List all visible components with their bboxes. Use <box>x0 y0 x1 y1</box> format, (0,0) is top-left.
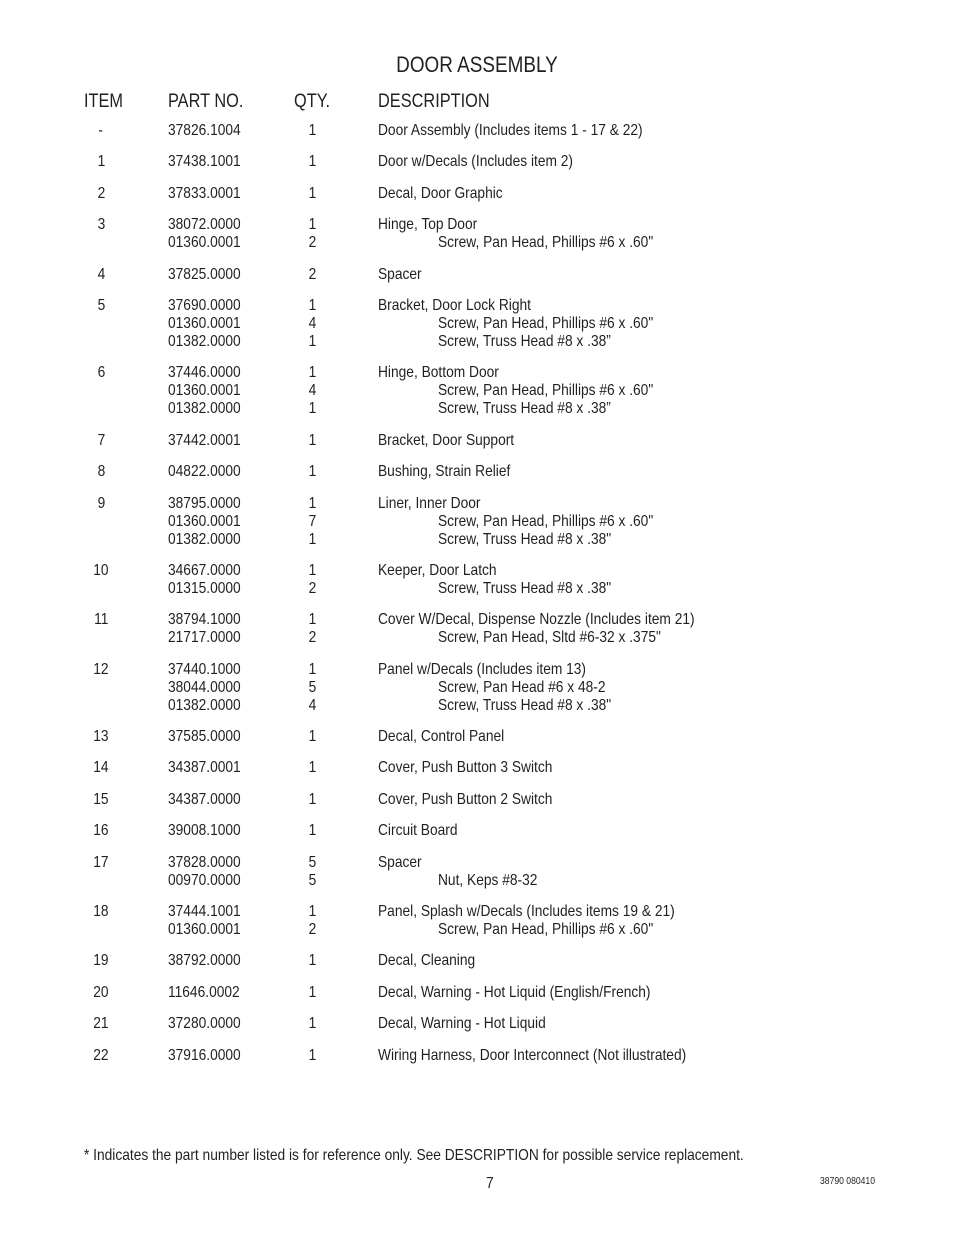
part-number: 37280.0000 <box>168 1015 241 1033</box>
table-row-line <box>0 952 954 970</box>
table-row-line <box>0 400 954 418</box>
table-row-line <box>0 921 954 939</box>
table-row <box>0 611 954 647</box>
quantity: 1 <box>308 296 316 314</box>
table-row-line <box>0 382 954 400</box>
table-row <box>0 903 954 939</box>
item-number: 14 <box>93 759 109 777</box>
part-number: 38072.0000 <box>168 216 241 234</box>
item-number: 3 <box>97 216 105 234</box>
sub-description: Screw, Truss Head #8 x .38" <box>438 579 612 597</box>
part-number: 37825.0000 <box>168 265 241 283</box>
item-number: 6 <box>97 364 105 382</box>
description: Keeper, Door Latch <box>378 561 497 579</box>
description: Decal, Door Graphic <box>378 184 503 202</box>
quantity: 1 <box>308 952 316 970</box>
quantity: 5 <box>308 871 316 889</box>
description: Cover W/Decal, Dispense Nozzle (Includes item 21) <box>378 611 695 629</box>
item-number: 10 <box>93 561 109 579</box>
table-row <box>0 562 954 598</box>
part-number: 38792.0000 <box>168 952 241 970</box>
quantity: 1 <box>308 822 316 840</box>
part-number: 34387.0001 <box>168 759 241 777</box>
item-number: 19 <box>93 952 109 970</box>
description: Decal, Cleaning <box>378 952 476 970</box>
item-number: - <box>98 122 104 139</box>
part-number: 39008.1000 <box>168 822 241 840</box>
page-title: DOOR ASSEMBLY <box>396 52 558 77</box>
item-number: 7 <box>97 431 105 449</box>
table-row-line <box>0 463 954 481</box>
table-row <box>0 1015 954 1033</box>
description: Cover, Push Button 3 Switch <box>378 759 553 777</box>
table-row <box>0 216 954 252</box>
table-row-line <box>0 679 954 697</box>
quantity: 1 <box>308 728 316 746</box>
part-number: 37833.0001 <box>168 184 241 202</box>
quantity: 2 <box>308 579 316 597</box>
quantity: 1 <box>308 400 316 418</box>
part-number: 04822.0000 <box>168 463 241 481</box>
quantity: 1 <box>308 660 316 678</box>
description: Bushing, Strain Relief <box>378 463 511 481</box>
description: Panel w/Decals (Includes item 13) <box>378 660 587 678</box>
quantity: 4 <box>308 314 316 332</box>
table-row-line <box>0 216 954 234</box>
item-number: 18 <box>93 903 109 921</box>
quantity: 1 <box>308 431 316 449</box>
part-number: 37446.0000 <box>168 364 241 382</box>
quantity: 1 <box>308 1046 316 1064</box>
item-number: 2 <box>97 184 105 202</box>
table-row-line <box>0 611 954 629</box>
item-number: 15 <box>93 790 109 808</box>
quantity: 1 <box>308 790 316 808</box>
item-number: 17 <box>93 853 109 871</box>
description: Bracket, Door Lock Right <box>378 296 531 314</box>
table-row <box>0 463 954 481</box>
table-row-line <box>0 661 954 679</box>
item-number: 11 <box>93 611 109 629</box>
quantity: 1 <box>308 759 316 777</box>
sub-description: Screw, Pan Head, Phillips #6 x .60" <box>438 234 654 252</box>
column-header-part-no: PART NO. <box>168 91 244 112</box>
part-number: 01360.0001 <box>168 234 241 252</box>
quantity: 2 <box>308 234 316 252</box>
part-number: 37444.1001 <box>168 903 241 921</box>
table-row-line <box>0 697 954 715</box>
quantity: 1 <box>308 903 316 921</box>
item-number: 4 <box>97 265 105 283</box>
part-number: 01382.0000 <box>168 696 241 714</box>
quantity: 4 <box>308 382 316 400</box>
table-row-line <box>0 432 954 450</box>
quantity: 1 <box>308 332 316 350</box>
description: Decal, Warning - Hot Liquid <box>378 1015 546 1033</box>
table-row <box>0 822 954 840</box>
table-row-line <box>0 266 954 284</box>
sub-description: Screw, Truss Head #8 x .38" <box>438 696 612 714</box>
table-row-line <box>0 297 954 315</box>
table-row-line <box>0 1015 954 1033</box>
quantity: 5 <box>308 853 316 871</box>
table-row <box>0 122 954 140</box>
quantity: 1 <box>308 364 316 382</box>
part-number: 34387.0000 <box>168 790 241 808</box>
quantity: 1 <box>308 463 316 481</box>
part-number: 01360.0001 <box>168 921 241 939</box>
table-row <box>0 153 954 171</box>
table-row-line <box>0 153 954 171</box>
item-number: 13 <box>93 728 109 746</box>
part-number: 37828.0000 <box>168 853 241 871</box>
part-number: 37690.0000 <box>168 296 241 314</box>
part-number: 00970.0000 <box>168 871 241 889</box>
table-row-line <box>0 562 954 580</box>
part-number: 38044.0000 <box>168 678 241 696</box>
part-number: 01360.0001 <box>168 314 241 332</box>
table-row-line <box>0 580 954 598</box>
table-row-line <box>0 122 954 140</box>
table-row <box>0 759 954 777</box>
item-number: 21 <box>93 1015 109 1033</box>
description: Cover, Push Button 2 Switch <box>378 790 553 808</box>
quantity: 4 <box>308 696 316 714</box>
part-number: 01360.0001 <box>168 382 241 400</box>
quantity: 2 <box>308 265 316 283</box>
table-row-line <box>0 531 954 549</box>
description: Hinge, Top Door <box>378 216 478 234</box>
sub-description: Screw, Pan Head #6 x 48-2 <box>438 678 606 696</box>
description: Spacer <box>378 265 422 283</box>
sub-description: Screw, Pan Head, Phillips #6 x .60" <box>438 921 654 939</box>
description: Door w/Decals (Includes item 2) <box>378 153 574 171</box>
quantity: 2 <box>308 629 316 647</box>
part-number: 01315.0000 <box>168 579 241 597</box>
table-row <box>0 661 954 715</box>
sub-description: Screw, Truss Head #8 x .38" <box>438 530 612 548</box>
table-row-line <box>0 984 954 1002</box>
part-number: 38794.1000 <box>168 611 241 629</box>
table-row <box>0 185 954 203</box>
sub-description: Screw, Pan Head, Phillips #6 x .60" <box>438 314 654 332</box>
description: Liner, Inner Door <box>378 494 481 512</box>
part-number: 01382.0000 <box>168 400 241 418</box>
document-code: 38790 080410 <box>820 1176 876 1187</box>
table-row-line <box>0 315 954 333</box>
column-header-qty: QTY. <box>294 91 331 112</box>
table-row-line <box>0 822 954 840</box>
quantity: 1 <box>308 561 316 579</box>
table-row-line <box>0 791 954 809</box>
column-header-item: ITEM <box>84 91 124 112</box>
part-number: 11646.0002 <box>168 983 240 1001</box>
quantity: 2 <box>308 921 316 939</box>
sub-description: Screw, Pan Head, Phillips #6 x .60" <box>438 382 654 400</box>
item-number: 8 <box>97 463 105 481</box>
quantity: 1 <box>308 216 316 234</box>
footnote: * Indicates the part number listed is for reference only. See DESCRIPTION for possible service replacement. <box>84 1147 744 1164</box>
part-number: 37585.0000 <box>168 728 241 746</box>
table-row-line <box>0 333 954 351</box>
part-number: 38795.0000 <box>168 494 241 512</box>
table-row <box>0 297 954 351</box>
table-row <box>0 854 954 890</box>
quantity: 1 <box>308 983 316 1001</box>
table-row-line <box>0 872 954 890</box>
description: Panel, Splash w/Decals (Includes items 19 & 21) <box>378 903 675 921</box>
item-number: 5 <box>97 296 105 314</box>
quantity: 7 <box>308 512 316 530</box>
item-number: 16 <box>93 822 109 840</box>
table-row <box>0 266 954 284</box>
column-header-description: DESCRIPTION <box>378 91 490 112</box>
parts-list <box>0 122 954 1078</box>
part-number: 37438.1001 <box>168 153 241 171</box>
table-row <box>0 1047 954 1065</box>
table-row-line <box>0 903 954 921</box>
quantity: 1 <box>308 122 316 139</box>
description: Door Assembly (Includes items 1 - 17 & 22) <box>378 122 643 139</box>
part-number: 21717.0000 <box>168 629 241 647</box>
table-row-line <box>0 728 954 746</box>
table-row-line <box>0 854 954 872</box>
sub-description: Screw, Pan Head, Phillips #6 x .60" <box>438 512 654 530</box>
part-number: 01382.0000 <box>168 530 241 548</box>
table-row <box>0 495 954 549</box>
part-number: 34667.0000 <box>168 561 241 579</box>
table-row-line <box>0 513 954 531</box>
item-number: 22 <box>93 1046 109 1064</box>
part-number: 37440.1000 <box>168 660 241 678</box>
description: Decal, Warning - Hot Liquid (English/French) <box>378 983 651 1001</box>
item-number: 1 <box>97 153 105 171</box>
quantity: 1 <box>308 611 316 629</box>
description: Bracket, Door Support <box>378 431 515 449</box>
table-row-line <box>0 364 954 382</box>
table-row <box>0 791 954 809</box>
description: Wiring Harness, Door Interconnect (Not illustrated) <box>378 1046 687 1064</box>
table-row-line <box>0 759 954 777</box>
quantity: 1 <box>308 184 316 202</box>
table-row-line <box>0 1047 954 1065</box>
part-number: 01382.0000 <box>168 332 241 350</box>
description: Decal, Control Panel <box>378 728 505 746</box>
quantity: 1 <box>308 494 316 512</box>
quantity: 1 <box>308 530 316 548</box>
quantity: 1 <box>308 1015 316 1033</box>
table-row-line <box>0 234 954 252</box>
table-row <box>0 432 954 450</box>
sub-description: Nut, Keps #8-32 <box>438 871 538 889</box>
sub-description: Screw, Truss Head #8 x .38” <box>438 400 611 418</box>
table-row <box>0 952 954 970</box>
description: Circuit Board <box>378 822 458 840</box>
description: Hinge, Bottom Door <box>378 364 499 382</box>
description: Spacer <box>378 853 422 871</box>
sub-description: Screw, Pan Head, Sltd #6-32 x .375" <box>438 629 661 647</box>
table-row <box>0 984 954 1002</box>
table-row <box>0 364 954 418</box>
part-number: 01360.0001 <box>168 512 241 530</box>
item-number: 12 <box>93 660 109 678</box>
part-number: 37826.1004 <box>168 122 241 139</box>
quantity: 1 <box>308 153 316 171</box>
item-number: 20 <box>93 983 109 1001</box>
table-row-line <box>0 185 954 203</box>
page-number: 7 <box>485 1175 494 1192</box>
quantity: 5 <box>308 678 316 696</box>
item-number: 9 <box>97 494 105 512</box>
table-row <box>0 728 954 746</box>
part-number: 37916.0000 <box>168 1046 241 1064</box>
table-row-line <box>0 495 954 513</box>
part-number: 37442.0001 <box>168 431 241 449</box>
table-row-line <box>0 629 954 647</box>
sub-description: Screw, Truss Head #8 x .38” <box>438 332 611 350</box>
